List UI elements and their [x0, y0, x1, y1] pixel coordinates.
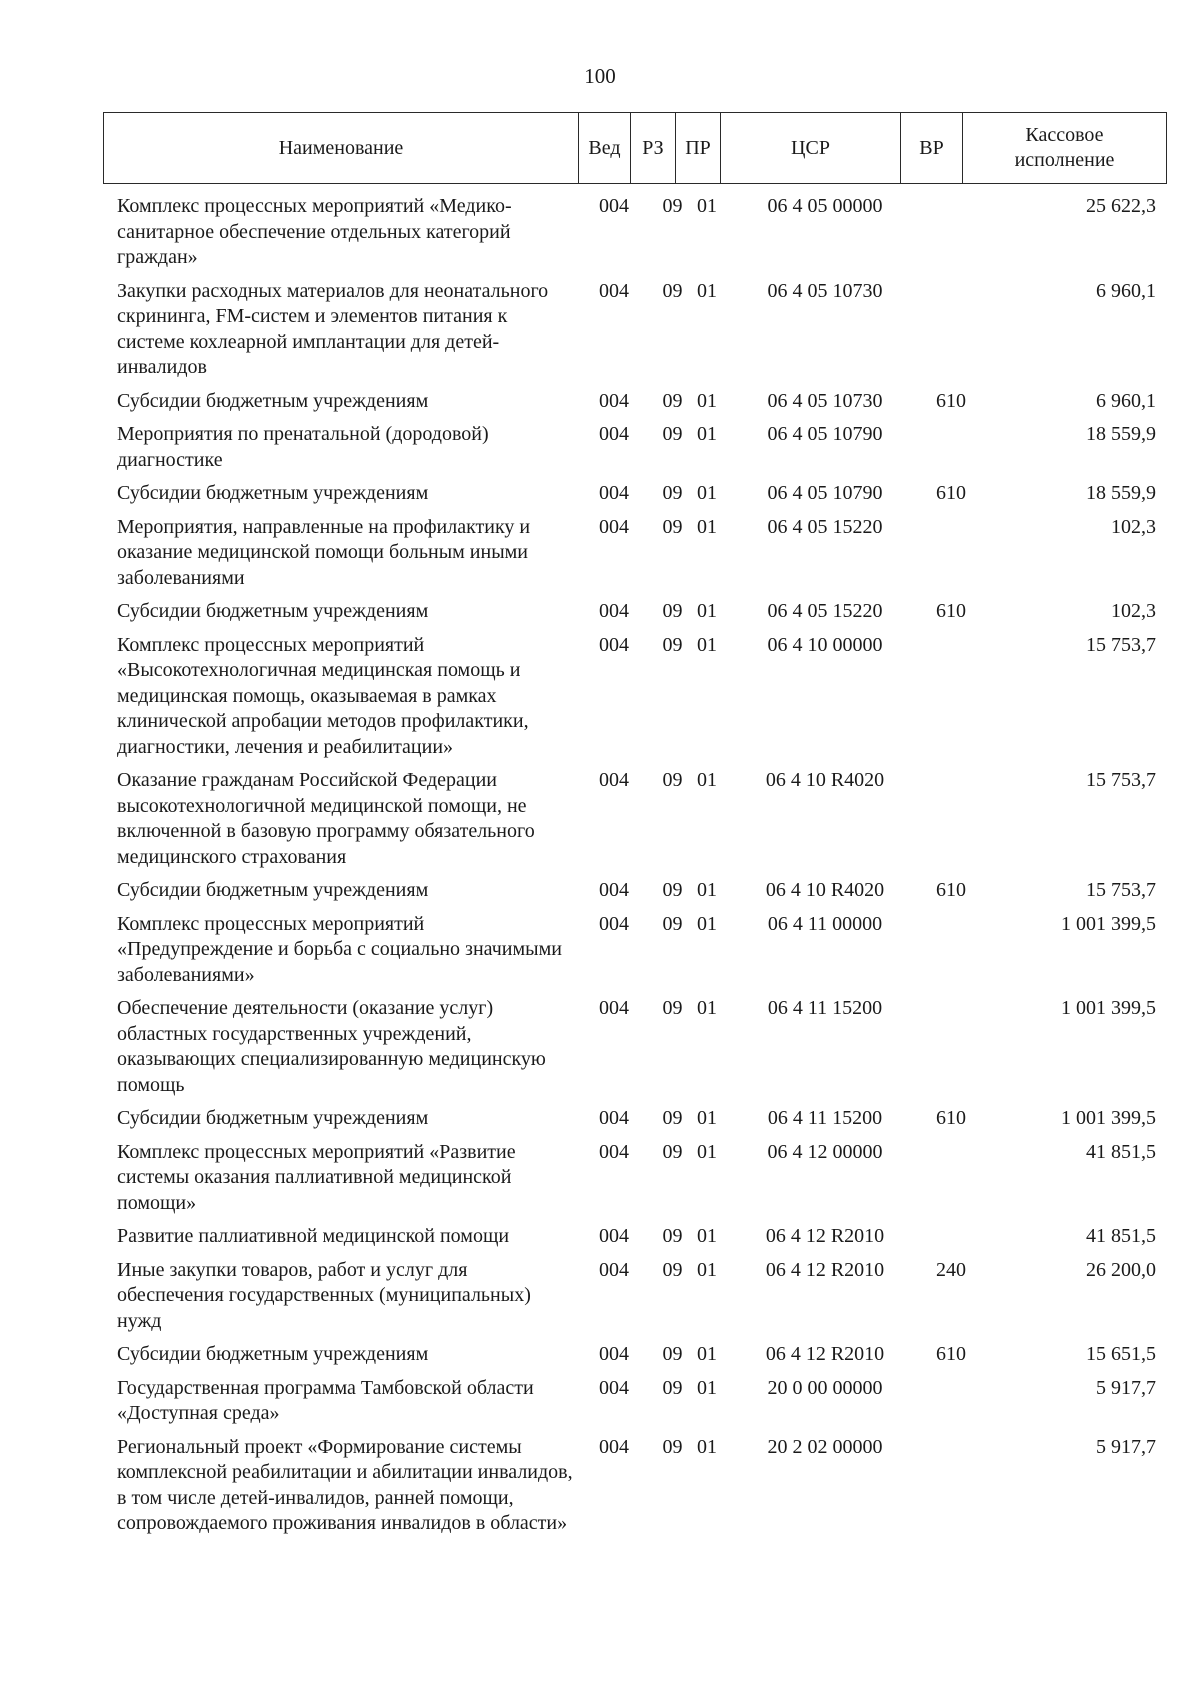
cell-vr: 610	[936, 482, 966, 504]
cell-amount: 102,3	[1111, 600, 1156, 622]
table-row	[103, 422, 1166, 473]
cell-pr: 01	[697, 1140, 717, 1163]
table-row	[103, 1140, 1166, 1217]
cell-amount: 15 753,7	[1086, 879, 1156, 901]
cell-name: Оказание гражданам Российской Федерации высокотехнологичной медицинской помощи, не включенной в базовую программу обязательного медицинского страхования	[117, 769, 535, 868]
table-row	[103, 1435, 1166, 1537]
header-rz: РЗ	[631, 113, 676, 184]
cell-amount: 18 559,9	[1086, 423, 1156, 445]
cell-name: Мероприятия по пренатальной (дородовой) диагностике	[117, 423, 489, 471]
cell-ved: 004	[599, 515, 629, 538]
cell-amount: 26 200,0	[1086, 1258, 1156, 1281]
header-amount: Кассовое исполнение	[963, 113, 1167, 184]
cell-name: Обеспечение деятельности (оказание услуг) областных государственных учреждений, оказывающих специализированную медицинскую помощь	[117, 997, 546, 1096]
cell-vr: 610	[936, 1343, 966, 1365]
header-ved: Вед	[579, 113, 631, 184]
cell-csr: 06 4 11 15200	[767, 997, 883, 1019]
cell-pr: 01	[697, 1435, 717, 1458]
cell-name: Субсидии бюджетным учреждениям	[117, 389, 429, 412]
cell-name: Закупки расходных материалов для неонатального скрининга, FM-систем и элементов питания к системе кохлеарной имплантации для детей-инвалидов	[117, 279, 549, 378]
table-row	[103, 1106, 1166, 1132]
table-row	[103, 194, 1166, 271]
cell-name: Субсидии бюджетным учреждениям	[117, 1107, 429, 1129]
cell-pr: 01	[697, 515, 717, 538]
table-header	[103, 112, 1167, 184]
cell-rz: 09	[662, 600, 683, 622]
cell-csr: 06 4 05 10730	[767, 389, 883, 412]
cell-pr: 01	[697, 279, 717, 302]
cell-rz: 09	[662, 279, 683, 302]
cell-csr: 06 4 05 10790	[767, 482, 883, 504]
table-row	[103, 768, 1166, 870]
cell-rz: 09	[662, 515, 683, 538]
table-row	[103, 1376, 1166, 1427]
cell-rz: 09	[662, 1140, 683, 1163]
cell-pr: 01	[697, 997, 717, 1019]
cell-amount: 41 851,5	[1086, 1225, 1156, 1247]
table-row	[103, 996, 1166, 1098]
table-row	[103, 481, 1166, 507]
table-row	[103, 1258, 1166, 1335]
cell-ved: 004	[599, 195, 629, 217]
cell-pr: 01	[697, 633, 717, 656]
cell-vr: 240	[936, 1258, 966, 1281]
cell-pr: 01	[697, 1376, 717, 1399]
cell-ved: 004	[599, 1258, 629, 1281]
cell-amount: 5 917,7	[1096, 1376, 1156, 1399]
cell-name: Комплекс процессных мероприятий «Предупреждение и борьба с социально значимыми заболеваниями»	[117, 912, 562, 986]
cell-ved: 004	[599, 600, 629, 622]
cell-csr: 06 4 11 00000	[767, 912, 883, 935]
cell-amount: 6 960,1	[1096, 389, 1156, 412]
cell-csr: 06 4 11 15200	[767, 1107, 883, 1129]
cell-rz: 09	[662, 482, 683, 504]
cell-ved: 004	[599, 1107, 629, 1129]
header-vr: ВР	[901, 113, 963, 184]
table-row	[103, 599, 1166, 625]
cell-ved: 004	[599, 423, 629, 445]
cell-ved: 004	[599, 1343, 629, 1365]
table-row	[103, 1342, 1166, 1368]
cell-ved: 004	[599, 912, 629, 935]
cell-amount: 5 917,7	[1096, 1435, 1156, 1458]
cell-csr: 20 0 00 00000	[767, 1376, 883, 1399]
cell-ved: 004	[599, 1376, 629, 1399]
cell-pr: 01	[697, 1107, 717, 1129]
cell-amount: 15 753,7	[1086, 633, 1156, 656]
cell-amount: 41 851,5	[1086, 1140, 1156, 1163]
cell-rz: 09	[662, 633, 683, 656]
cell-ved: 004	[599, 879, 629, 901]
cell-csr: 06 4 05 10730	[767, 279, 883, 302]
table-row	[103, 912, 1166, 989]
cell-name: Комплекс процессных мероприятий «Высокотехнологичная медицинская помощь и медицинская помощь, оказываемая в рамках клинической апробации методов профилактики, диагностики, лечения и реабилитации»	[117, 633, 529, 758]
cell-csr: 06 4 05 10790	[767, 423, 883, 445]
cell-pr: 01	[697, 195, 717, 217]
cell-rz: 09	[662, 389, 683, 412]
cell-ved: 004	[599, 482, 629, 504]
cell-amount: 102,3	[1111, 515, 1156, 538]
cell-csr: 06 4 10 R4020	[765, 879, 885, 901]
cell-csr: 06 4 10 R4020	[765, 769, 885, 791]
cell-name: Субсидии бюджетным учреждениям	[117, 879, 429, 901]
cell-name: Субсидии бюджетным учреждениям	[117, 1343, 429, 1365]
cell-vr	[920, 194, 982, 271]
cell-rz: 09	[662, 1435, 683, 1458]
cell-pr: 01	[697, 1343, 717, 1365]
cell-rz: 09	[662, 1225, 683, 1247]
cell-amount: 18 559,9	[1086, 482, 1156, 504]
cell-vr: 610	[936, 600, 966, 622]
cell-amount: 1 001 399,5	[1061, 997, 1156, 1019]
cell-rz: 09	[662, 769, 683, 791]
cell-pr: 01	[697, 879, 717, 901]
cell-ved: 004	[599, 1140, 629, 1163]
cell-vr	[920, 996, 982, 1098]
cell-csr: 06 4 05 15220	[767, 515, 883, 538]
cell-ved: 004	[599, 997, 629, 1019]
cell-ved: 004	[599, 1435, 629, 1458]
table-row	[103, 1224, 1166, 1250]
cell-vr: 610	[936, 879, 966, 901]
table-row	[103, 633, 1166, 761]
cell-csr: 06 4 12 R2010	[765, 1225, 885, 1247]
cell-vr	[920, 1376, 982, 1427]
cell-pr: 01	[697, 1258, 717, 1281]
cell-pr: 01	[697, 389, 717, 412]
cell-rz: 09	[662, 195, 683, 217]
cell-pr: 01	[697, 912, 717, 935]
cell-amount: 1 001 399,5	[1061, 1107, 1156, 1129]
cell-rz: 09	[662, 879, 683, 901]
cell-vr	[920, 768, 982, 870]
cell-amount: 15 651,5	[1086, 1343, 1156, 1365]
cell-vr	[920, 279, 982, 381]
cell-vr	[920, 1224, 982, 1250]
cell-ved: 004	[599, 769, 629, 791]
cell-name: Субсидии бюджетным учреждениям	[117, 482, 429, 504]
cell-vr	[920, 1140, 982, 1217]
cell-csr: 06 4 12 R2010	[765, 1258, 885, 1281]
cell-rz: 09	[662, 423, 683, 445]
cell-csr: 06 4 10 00000	[767, 633, 883, 656]
cell-pr: 01	[697, 600, 717, 622]
cell-csr: 20 2 02 00000	[767, 1435, 883, 1458]
cell-csr: 06 4 05 15220	[767, 600, 883, 622]
page-number: 100	[584, 64, 616, 88]
cell-name: Развитие паллиативной медицинской помощи	[117, 1225, 510, 1247]
cell-rz: 09	[662, 1376, 683, 1399]
cell-amount: 6 960,1	[1096, 279, 1156, 302]
cell-name: Региональный проект «Формирование системы комплексной реабилитации и абилитации инвалидов, в том числе детей-инвалидов, ранней помощи, сопровождаемого проживания инвалидов в области»	[117, 1435, 573, 1534]
cell-ved: 004	[599, 389, 629, 412]
cell-rz: 09	[662, 1343, 683, 1365]
table-row	[103, 389, 1166, 415]
cell-ved: 004	[599, 279, 629, 302]
cell-name: Иные закупки товаров, работ и услуг для обеспечения государственных (муниципальных) нужд	[117, 1258, 531, 1332]
cell-rz: 09	[662, 1258, 683, 1281]
cell-pr: 01	[697, 482, 717, 504]
table-row	[103, 279, 1166, 381]
table-row	[103, 515, 1166, 592]
cell-pr: 01	[697, 769, 717, 791]
cell-rz: 09	[662, 997, 683, 1019]
table-body	[103, 194, 1166, 1545]
cell-ved: 004	[599, 1225, 629, 1247]
cell-csr: 06 4 12 00000	[767, 1140, 883, 1163]
cell-pr: 01	[697, 423, 717, 445]
cell-vr	[920, 515, 982, 592]
cell-name: Мероприятия, направленные на профилактику и оказание медицинской помощи больным иными заболеваниями	[117, 515, 531, 589]
cell-vr: 610	[936, 1107, 966, 1129]
cell-vr	[920, 422, 982, 473]
cell-rz: 09	[662, 1107, 683, 1129]
cell-amount: 15 753,7	[1086, 769, 1156, 791]
cell-ved: 004	[599, 633, 629, 656]
cell-amount: 25 622,3	[1086, 195, 1156, 217]
header-name: Наименование	[104, 113, 579, 184]
cell-vr	[920, 633, 982, 761]
cell-name: Субсидии бюджетным учреждениям	[117, 600, 429, 622]
header-pr: ПР	[676, 113, 721, 184]
cell-name: Комплекс процессных мероприятий «Медико-санитарное обеспечение отдельных категорий граждан»	[117, 195, 512, 268]
cell-csr: 06 4 12 R2010	[765, 1343, 885, 1365]
cell-amount: 1 001 399,5	[1061, 912, 1156, 935]
cell-vr: 610	[936, 389, 966, 412]
table-row	[103, 878, 1166, 904]
header-csr: ЦСР	[721, 113, 901, 184]
cell-vr	[920, 1435, 982, 1537]
cell-name: Государственная программа Тамбовской области «Доступная среда»	[117, 1376, 534, 1424]
cell-rz: 09	[662, 912, 683, 935]
cell-pr: 01	[697, 1225, 717, 1247]
cell-name: Комплекс процессных мероприятий «Развитие системы оказания паллиативной медицинской помощи»	[117, 1140, 516, 1214]
cell-csr: 06 4 05 00000	[767, 195, 883, 217]
cell-vr	[920, 912, 982, 989]
